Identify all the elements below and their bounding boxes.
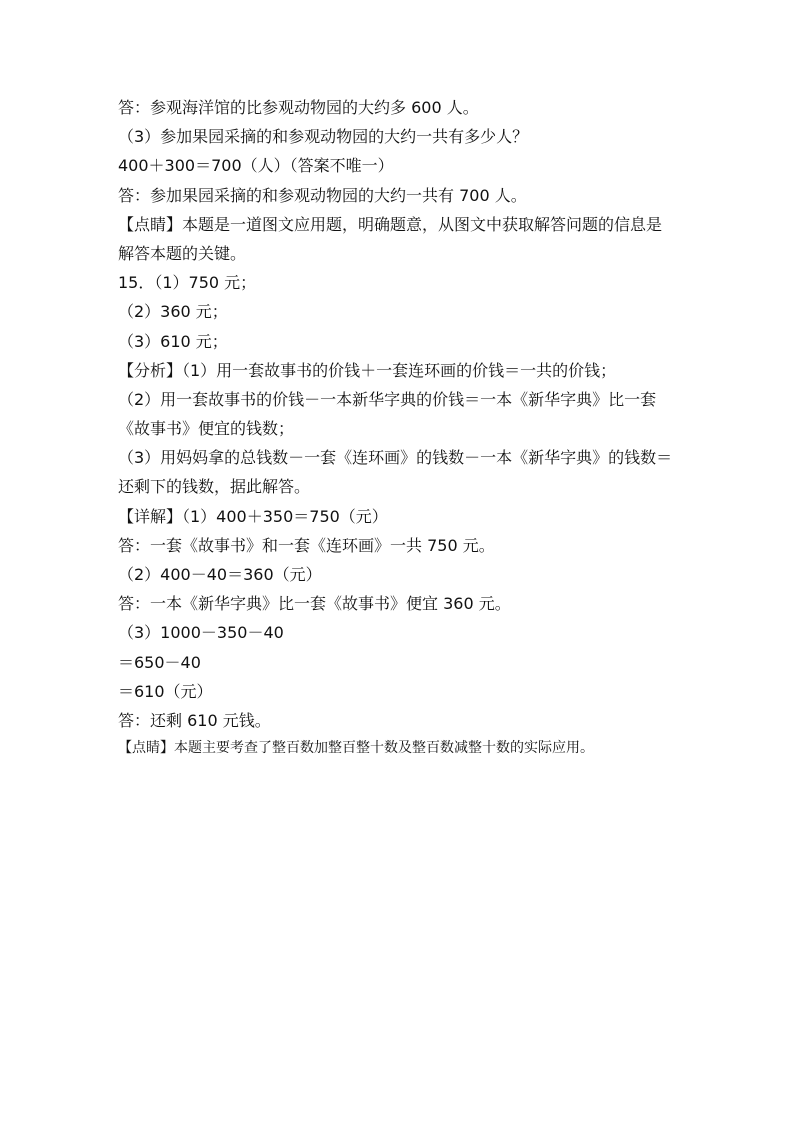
text-line: 【点睛】本题主要考查了整百数加整百整十数及整百数减整十数的实际应用。 (118, 740, 594, 757)
text-line: 【点睛】本题是一道图文应用题，明确题意，从图文中获取解答问题的信息是 (118, 214, 663, 234)
text-line: （2）400－40＝360（元） (118, 565, 322, 584)
text-line: 15．（1）750 元； (118, 273, 257, 293)
text-line: 400＋300＝700（人）（答案不唯一） (118, 156, 394, 176)
text-line: 答：还剩 610 元钱。 (118, 710, 271, 730)
text-line: 【分析】（1）用一套故事书的价钱＋一套连环画的价钱＝一共的价钱； (118, 360, 617, 380)
text-line: 还剩下的钱数，据此解答。 (118, 477, 311, 497)
document-body (118, 93, 678, 761)
text-line: 解答本题的关键。 (118, 243, 247, 263)
text-line: （3）参加果园采摘的和参观动物园的大约一共有多少人？ (118, 127, 529, 147)
text-line: ＝610（元） (118, 681, 213, 701)
text-line: （2）用一套故事书的价钱－一本新华字典的价钱＝一本《新华字典》比一套 (118, 389, 657, 409)
text-line: 答：一本《新华字典》比一套《故事书》便宜 360 元。 (118, 594, 511, 614)
text-line: 答：参观海洋馆的比参观动物园的大约多 600 人。 (118, 98, 479, 117)
text-line: （3）用妈妈拿的总钱数－一套《连环画》的钱数－一本《新华字典》的钱数＝ (118, 448, 673, 468)
text-line: （3）610 元； (118, 331, 228, 351)
text-line: ＝650－40 (118, 652, 201, 672)
text-line: （2）360 元； (118, 302, 228, 322)
text-line: 【详解】（1）400＋350＝750（元） (118, 506, 388, 526)
text-line: 《故事书》便宜的钱数； (118, 419, 295, 439)
text-line: 答：参加果园采摘的和参观动物园的大约一共有 700 人。 (118, 185, 527, 205)
text-line: 答：一套《故事书》和一套《连环画》一共 750 元。 (118, 535, 495, 555)
text-line: （3）1000－350－40 (118, 623, 284, 643)
